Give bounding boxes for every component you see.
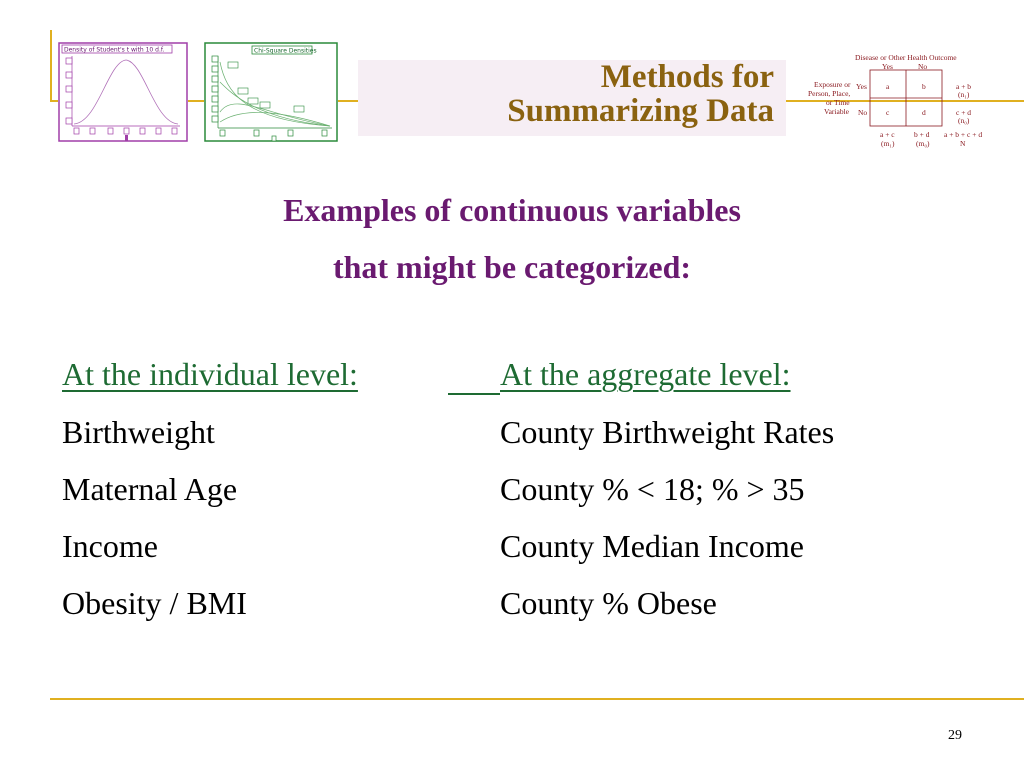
aggregate-level-header: At the aggregate level: <box>500 356 791 392</box>
aggregate-item-age-percent: County % < 18; % > 35 <box>500 471 805 507</box>
subtitle-line-2: that might be categorized: <box>332 249 692 285</box>
t-density-title: Density of Student's t with 10 d.f. <box>64 46 165 54</box>
ct-row1-total-sub: (n₁) <box>958 90 970 99</box>
ct-row-yes: Yes <box>856 82 867 91</box>
ct-row-label-1: Exposure or <box>814 80 851 89</box>
aggregate-item-median-income: County Median Income <box>500 528 804 564</box>
ct-col2-total-sub: (m₀) <box>916 139 930 148</box>
ct-col1-total-sub: (m₁) <box>881 139 895 148</box>
ct-row-no: No <box>858 108 868 117</box>
chi-square-thumbnail <box>204 42 338 142</box>
ct-row1-total: a + b <box>956 82 972 91</box>
ct-row-label-2: Person, Place, <box>808 89 851 98</box>
header-underline-gap <box>448 393 500 395</box>
subtitle-line-1: Examples of continuous variables <box>283 192 741 228</box>
individual-item-maternal-age: Maternal Age <box>62 471 238 507</box>
individual-item-birthweight: Birthweight <box>62 414 215 450</box>
page-number: 29 <box>948 728 962 743</box>
ct-cell-b: b <box>922 82 926 91</box>
ct-row2-total: c + d <box>956 108 972 117</box>
chi-square-title: Chi-Square Densities <box>254 47 317 55</box>
individual-item-obesity: Obesity / BMI <box>62 585 247 621</box>
ct-col-no: No <box>918 62 928 71</box>
slide-title <box>394 60 774 128</box>
ct-cell-c: c <box>886 108 890 117</box>
ct-cell-a: a <box>886 82 890 91</box>
ct-header: Disease or Other Health Outcome <box>855 53 957 62</box>
ct-cell-d: d <box>922 108 926 117</box>
individual-level-header: At the individual level: <box>62 356 358 392</box>
ct-col1-total: a + c <box>880 130 895 139</box>
ct-row-label-3: or Time <box>826 98 850 107</box>
ct-col2-total: b + d <box>914 130 930 139</box>
ct-col-yes: Yes <box>882 62 893 71</box>
bottom-gold-rule <box>50 698 1024 700</box>
ct-grand-total-sub: N <box>960 139 966 148</box>
ct-grand-total: a + b + c + d <box>944 130 983 139</box>
aggregate-item-obese: County % Obese <box>500 585 717 621</box>
individual-item-income: Income <box>62 528 158 564</box>
contingency-table <box>800 50 1000 155</box>
left-gold-rule <box>50 30 52 102</box>
aggregate-item-birthweight-rates: County Birthweight Rates <box>500 414 835 450</box>
ct-row2-total-sub: (n₀) <box>958 116 970 125</box>
title-line-1: Methods for <box>600 59 774 95</box>
title-line-2: Summarizing Data <box>507 93 774 129</box>
ct-row-label-4: Variable <box>824 107 849 116</box>
t-density-thumbnail <box>58 42 188 142</box>
